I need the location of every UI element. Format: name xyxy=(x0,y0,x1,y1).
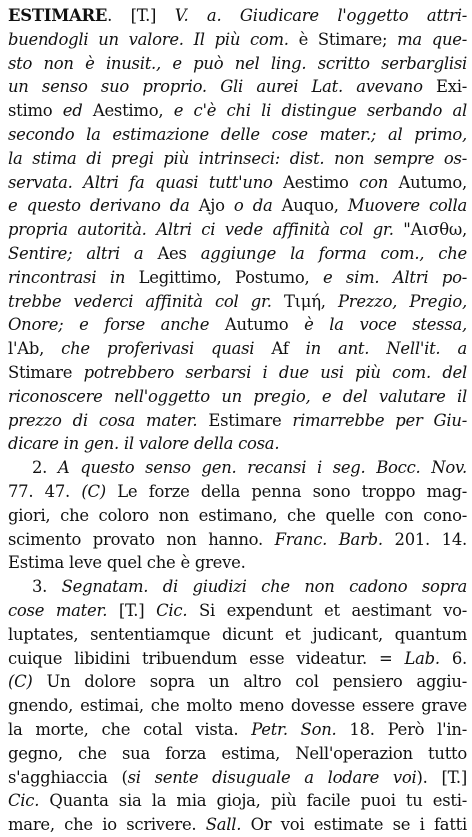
italic-text: dicare in gen. il valore della cosa. xyxy=(8,434,280,454)
italic-text: si sente disuguale a lodare voi xyxy=(127,767,417,787)
roman-text: la morte, che cotal vista. xyxy=(8,719,252,739)
italic-text: Petr. Son. xyxy=(251,719,337,739)
roman-text: l'Ab, xyxy=(8,339,62,359)
roman-text: Or voi estimate se i fatti xyxy=(241,815,467,835)
italic-text: (C) xyxy=(81,481,106,501)
entry-line xyxy=(8,123,467,147)
italic-text: o da xyxy=(233,196,273,216)
roman-text: Quanta sia la mia gioja, più facile puoi tu esti- xyxy=(39,791,467,811)
entry-line xyxy=(8,575,467,599)
roman-text: è Stimare; xyxy=(288,29,398,49)
entry-line xyxy=(8,337,467,361)
dictionary-entry xyxy=(8,4,467,837)
italic-text: aggiunge la forma com., che xyxy=(200,243,467,263)
entry-line xyxy=(8,266,467,290)
italic-text: secondo la estimazione delle cose mater.; al primo, xyxy=(8,124,467,144)
entry-line xyxy=(8,171,467,195)
roman-text: Τιμή, xyxy=(271,291,338,311)
roman-text: ). [T.] xyxy=(416,767,467,787)
entry-line xyxy=(8,599,467,623)
roman-text: Ajo xyxy=(189,196,234,216)
italic-text: riconoscere nell'oggetto un pregio, e del valutare il xyxy=(8,386,467,406)
italic-text: Cic. xyxy=(8,791,40,811)
italic-text: Segnatam. di giudizi che non cadono sopra xyxy=(61,577,467,597)
entry-line xyxy=(8,528,467,552)
roman-text: Legittimo, Postumo, xyxy=(125,267,323,287)
roman-text: mare, che io scrivere. xyxy=(8,815,206,835)
entry-line xyxy=(8,28,467,52)
roman-text: 18. Però l'in- xyxy=(336,719,467,739)
italic-text: ed xyxy=(62,101,83,121)
italic-text: Sentire; altri a xyxy=(8,243,144,263)
italic-text: in ant. Nell'it. a xyxy=(305,339,467,359)
italic-text: ma que- xyxy=(397,29,467,49)
entry-line xyxy=(8,218,467,242)
roman-text: Estima leve quel che è greve. xyxy=(8,553,246,573)
entry-line xyxy=(8,623,467,647)
italic-text: (C) xyxy=(8,672,33,692)
roman-text: gnendo, estimai, che molto meno dovesse essere grave xyxy=(8,696,467,716)
italic-text: Prezzo, Pregio, xyxy=(337,291,467,311)
roman-text: . [T.] xyxy=(107,6,175,25)
italic-text: Sall. xyxy=(205,815,242,835)
roman-text: Le forze della penna sono troppo mag- xyxy=(105,481,467,501)
entry-line xyxy=(8,647,467,671)
italic-text: e c'è chi li distingue serbando al xyxy=(173,101,467,121)
headword: ESTIMARE xyxy=(8,6,108,25)
roman-text: 77. 47. xyxy=(8,481,82,501)
italic-text: la stima di pregi più intrinseci: dist. non sempre os- xyxy=(8,148,467,168)
italic-text: rimarrebbe per Giu- xyxy=(292,410,467,430)
entry-line xyxy=(8,75,467,99)
entry-line xyxy=(8,742,467,766)
entry-line xyxy=(8,504,467,528)
roman-text: luptates, sententiamque dicunt et judicant, quantum xyxy=(8,624,467,644)
italic-text: rincontrasi in xyxy=(8,267,126,287)
italic-text: V. a. Giudicare l'oggetto attri- xyxy=(174,6,467,25)
roman-text: scimento provato non hanno. xyxy=(8,529,275,549)
roman-text: [T.] xyxy=(107,600,157,620)
roman-text: Aestimo, xyxy=(82,101,174,121)
italic-text: e questo derivano da xyxy=(8,196,190,216)
entry-line xyxy=(8,456,467,480)
roman-text: Exi- xyxy=(422,77,467,97)
italic-text: Franc. Barb. xyxy=(274,529,383,549)
roman-text: stimo xyxy=(8,101,63,121)
entry-line xyxy=(8,813,467,837)
entry-line xyxy=(8,766,467,790)
roman-text: Autumo, xyxy=(388,172,467,192)
entry-line xyxy=(8,361,467,385)
roman-text: Si expendunt et aestimant vo- xyxy=(187,600,467,620)
italic-text: servata. Altri fa quasi tutt'uno xyxy=(8,172,273,192)
roman-text: giori, che coloro non estimano, che quelle con cono- xyxy=(8,505,467,525)
roman-text: gegno, che sua forza estima, Nell'operazion tutto xyxy=(8,743,467,763)
entry-line xyxy=(8,99,467,123)
italic-text: e sim. Altri po- xyxy=(322,267,467,287)
italic-text: cose mater. xyxy=(8,600,108,620)
italic-text: è la voce stessa, xyxy=(304,315,467,335)
entry-line xyxy=(8,670,467,694)
entry-line xyxy=(8,432,467,456)
italic-text: con xyxy=(359,172,389,192)
roman-text: s'agghiaccia ( xyxy=(8,767,128,787)
roman-text: "Αισθω, xyxy=(393,220,467,240)
entry-line xyxy=(8,551,467,575)
roman-text: Autumo xyxy=(209,315,305,335)
entry-line xyxy=(8,242,467,266)
roman-text: Af xyxy=(254,339,306,359)
italic-text: A questo senso gen. recansi i seg. Bocc. Nov. xyxy=(57,458,467,478)
roman-text: Aes xyxy=(143,243,201,263)
entry-line xyxy=(8,52,467,76)
roman-text: Stimare xyxy=(8,362,84,382)
italic-text: potrebbero serbarsi i due usi più com. del xyxy=(83,362,467,382)
italic-text: trebbe vederci affinità col gr. xyxy=(8,291,272,311)
entry-line xyxy=(8,694,467,718)
roman-text: 3. xyxy=(32,577,62,597)
italic-text: Cic. xyxy=(156,600,188,620)
roman-text: 6. xyxy=(439,648,467,668)
italic-text: propria autorità. Altri ci vede affinità col gr. xyxy=(8,220,394,240)
entry-line xyxy=(8,409,467,433)
roman-text: Estimare xyxy=(197,410,293,430)
entry-line xyxy=(8,4,467,28)
roman-text: 2. xyxy=(32,458,58,478)
entry-line xyxy=(8,480,467,504)
italic-text: che proferivasi quasi xyxy=(61,339,255,359)
italic-text: Muovere colla xyxy=(347,196,467,216)
roman-text: 201. 14. xyxy=(382,529,467,549)
italic-text: un senso suo proprio. Gli aurei Lat. avevano xyxy=(8,77,423,97)
entry-line xyxy=(8,194,467,218)
entry-line xyxy=(8,718,467,742)
italic-text: sto non è inusit., e può nel ling. scritto serbarglisi xyxy=(8,53,467,73)
roman-text: Auquo, xyxy=(272,196,348,216)
entry-line xyxy=(8,789,467,813)
entry-line xyxy=(8,147,467,171)
entry-line xyxy=(8,290,467,314)
roman-text: Aestimo xyxy=(272,172,360,192)
roman-text: Un dolore sopra un altro col pensiero aggiu- xyxy=(32,672,467,692)
entry-line xyxy=(8,385,467,409)
italic-text: Onore; e forse anche xyxy=(8,315,210,335)
italic-text: prezzo di cosa mater. xyxy=(8,410,198,430)
entry-line xyxy=(8,313,467,337)
italic-text: Lab. xyxy=(404,648,440,668)
italic-text: buendogli un valore. Il più com. xyxy=(8,29,289,49)
roman-text: cuique libidini tribuendum esse videatur. = xyxy=(8,648,405,668)
